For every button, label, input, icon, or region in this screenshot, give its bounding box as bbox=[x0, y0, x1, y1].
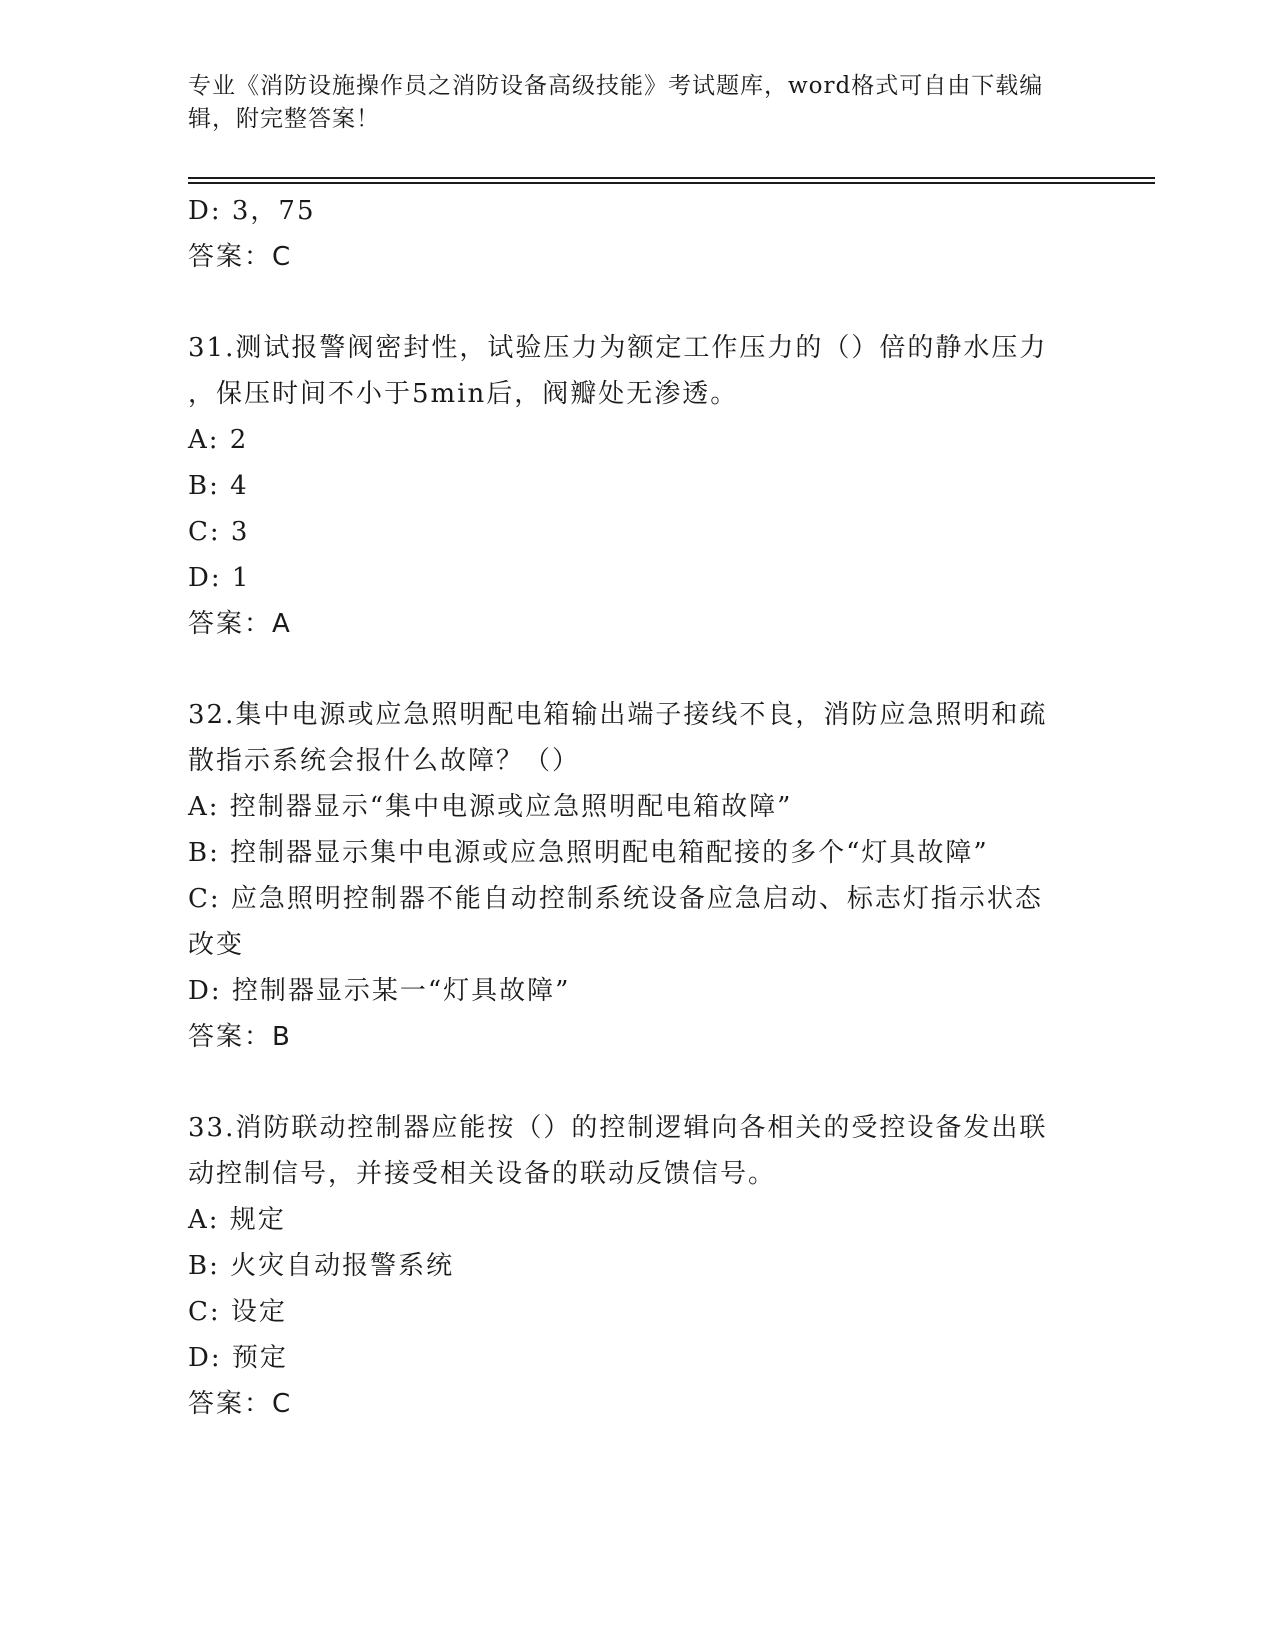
option-b: B: 4 bbox=[188, 471, 249, 501]
option-d: D: 预定 bbox=[188, 1343, 288, 1373]
document-header bbox=[188, 70, 1068, 136]
question-stem-line: 31.测试报警阀密封性，试验压力为额定工作压力的（）倍的静水压力 bbox=[188, 333, 1048, 363]
question-stem-line: 32.集中电源或应急照明配电箱输出端子接线不良，消防应急照明和疏 bbox=[188, 700, 1048, 730]
question-stem-line: 散指示系统会报什么故障？（） bbox=[188, 746, 581, 776]
option-d: D: 控制器显示某一“灯具故障” bbox=[188, 976, 571, 1006]
question-stem-line: ，保压时间不小于5min后，阀瓣处无渗透。 bbox=[188, 379, 739, 409]
option-a: A: 控制器显示“集中电源或应急照明配电箱故障” bbox=[188, 792, 793, 822]
answer: 答案：A bbox=[188, 609, 292, 639]
option-c: C: 3 bbox=[188, 517, 250, 547]
question-31 bbox=[188, 325, 1088, 647]
spacer bbox=[188, 1060, 1088, 1105]
answer: 答案：B bbox=[188, 1022, 292, 1052]
question-33 bbox=[188, 1105, 1088, 1427]
option-c-continued: 改变 bbox=[188, 930, 245, 960]
option-b: B: 控制器显示集中电源或应急照明配电箱配接的多个“灯具故障” bbox=[188, 838, 989, 868]
question-stem-line: 动控制信号，并接受相关设备的联动反馈信号。 bbox=[188, 1159, 777, 1189]
question-stem-line: 33.消防联动控制器应能按（）的控制逻辑向各相关的受控设备发出联 bbox=[188, 1113, 1048, 1143]
spacer bbox=[188, 280, 1088, 325]
header-line-1: 专业《消防设施操作员之消防设备高级技能》考试题库，word格式可自由下载编 bbox=[188, 73, 1044, 99]
option-d: D: 3，75 bbox=[188, 196, 316, 226]
answer: 答案：C bbox=[188, 1389, 293, 1419]
option-c: C: 设定 bbox=[188, 1297, 287, 1327]
option-a: A: 2 bbox=[188, 425, 249, 455]
spacer bbox=[188, 647, 1088, 692]
option-b: B: 火灾自动报警系统 bbox=[188, 1251, 455, 1281]
option-a: A: 规定 bbox=[188, 1205, 286, 1235]
option-d: D: 1 bbox=[188, 563, 251, 593]
header-divider-top bbox=[188, 177, 1155, 179]
header-divider-bottom bbox=[188, 182, 1155, 184]
header-line-2: 辑，附完整答案！ bbox=[188, 106, 380, 132]
option-c: C: 应急照明控制器不能自动控制系统设备应急启动、标志灯指示状态 bbox=[188, 884, 1043, 914]
question-list bbox=[188, 188, 1088, 1427]
answer: 答案：C bbox=[188, 242, 293, 272]
question-32 bbox=[188, 692, 1088, 1060]
